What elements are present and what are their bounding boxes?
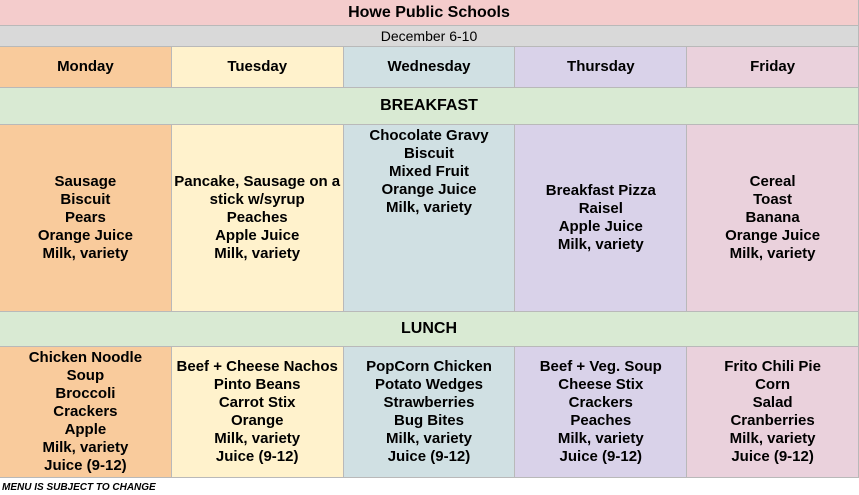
day-header-wednesday: Wednesday [344, 47, 516, 88]
menu-item: Cereal [749, 173, 796, 190]
menu-item: Milk, variety [557, 430, 644, 447]
menu-item: Milk, variety [557, 236, 644, 253]
breakfast-wednesday [344, 125, 516, 312]
menu-item: Sausage [54, 173, 117, 190]
menu-item: Milk, variety [386, 430, 472, 447]
menu-item: Juice (9-12) [387, 448, 471, 465]
menu-item: Milk, variety [42, 439, 129, 456]
menu-item: Salad [752, 394, 793, 411]
menu-item: Orange [230, 412, 284, 429]
breakfast-tuesday [172, 125, 344, 312]
menu-item: Orange Juice [381, 181, 477, 198]
menu-item: Milk, variety [386, 199, 472, 216]
breakfast-label: BREAKFAST [0, 88, 859, 125]
menu-item: Beef + Veg. Soup [539, 358, 662, 375]
menu-item: Mixed Fruit [388, 163, 469, 180]
menu-item: Toast [753, 191, 793, 208]
menu-item: Chocolate Gravy [369, 127, 489, 144]
menu-item: Chicken Noodle [28, 349, 143, 366]
footer-note: MENU IS SUBJECT TO CHANGE [2, 482, 156, 493]
menu-item: Strawberries [383, 394, 475, 411]
menu-item: Juice (9-12) [731, 448, 814, 465]
menu-item: Apple Juice [558, 218, 643, 235]
menu-item: Breakfast Pizza [545, 182, 656, 199]
breakfast-friday [687, 125, 859, 312]
breakfast-section-row [0, 88, 859, 125]
menu-item: Frito Chili Pie [724, 358, 821, 375]
menu-item: Biscuit [60, 191, 111, 208]
dates-row [0, 26, 859, 47]
lunch-label: LUNCH [0, 312, 859, 347]
lunch-friday [687, 347, 859, 478]
lunch-monday [0, 347, 172, 478]
menu-item: Cheese Stix [558, 376, 644, 393]
menu-item: Corn [755, 376, 791, 393]
day-header-tuesday: Tuesday [172, 47, 344, 88]
lunch-wednesday [344, 347, 516, 478]
menu-item: Juice (9-12) [559, 448, 643, 465]
menu-item: Pears [64, 209, 106, 226]
menu-item: Peaches [570, 412, 632, 429]
menu-item: Juice (9-12) [215, 448, 299, 465]
day-header-monday: Monday [0, 47, 172, 88]
menu-item: PopCorn Chicken [366, 358, 492, 375]
menu-item: Banana [745, 209, 800, 226]
days-row [0, 47, 859, 88]
breakfast-monday [0, 125, 172, 312]
lunch-menu-row [0, 347, 859, 478]
menu-item: stick w/syrup [209, 191, 305, 208]
menu-item: Juice (9-12) [44, 457, 127, 474]
menu-item: Bug Bites [393, 412, 464, 429]
menu-item: Pinto Beans [213, 376, 301, 393]
menu-item: Orange Juice [725, 227, 821, 244]
menu-item: Milk, variety [214, 430, 301, 447]
school-title: Howe Public Schools [0, 0, 859, 26]
menu-item: Milk, variety [729, 430, 816, 447]
menu-item: Orange Juice [37, 227, 133, 244]
menu-item: Potato Wedges [374, 376, 484, 393]
menu-item: Crackers [53, 403, 118, 420]
menu-item: Apple Juice [215, 227, 300, 244]
menu-item: Beef + Cheese Nachos [176, 358, 338, 375]
menu-item: Pancake, Sausage on a [174, 173, 341, 190]
title-row [0, 0, 859, 26]
menu-item: Milk, variety [729, 245, 816, 262]
menu-item: Peaches [226, 209, 288, 226]
menu-item: Broccoli [55, 385, 116, 402]
week-dates: December 6-10 [0, 26, 859, 47]
menu-item: Soup [66, 367, 105, 384]
day-header-friday: Friday [687, 47, 859, 88]
breakfast-menu-row [0, 125, 859, 312]
menu-item: Carrot Stix [218, 394, 296, 411]
day-header-thursday: Thursday [515, 47, 687, 88]
menu-item: Milk, variety [42, 245, 129, 262]
menu-item: Biscuit [403, 145, 454, 162]
menu-item: Crackers [568, 394, 633, 411]
lunch-thursday [515, 347, 687, 478]
breakfast-thursday [515, 125, 687, 312]
menu-item: Cranberries [730, 412, 815, 429]
menu-item: Milk, variety [214, 245, 301, 262]
menu-item: Raisel [578, 200, 623, 217]
lunch-section-row [0, 312, 859, 347]
menu-item: Apple [64, 421, 107, 438]
lunch-tuesday [172, 347, 344, 478]
